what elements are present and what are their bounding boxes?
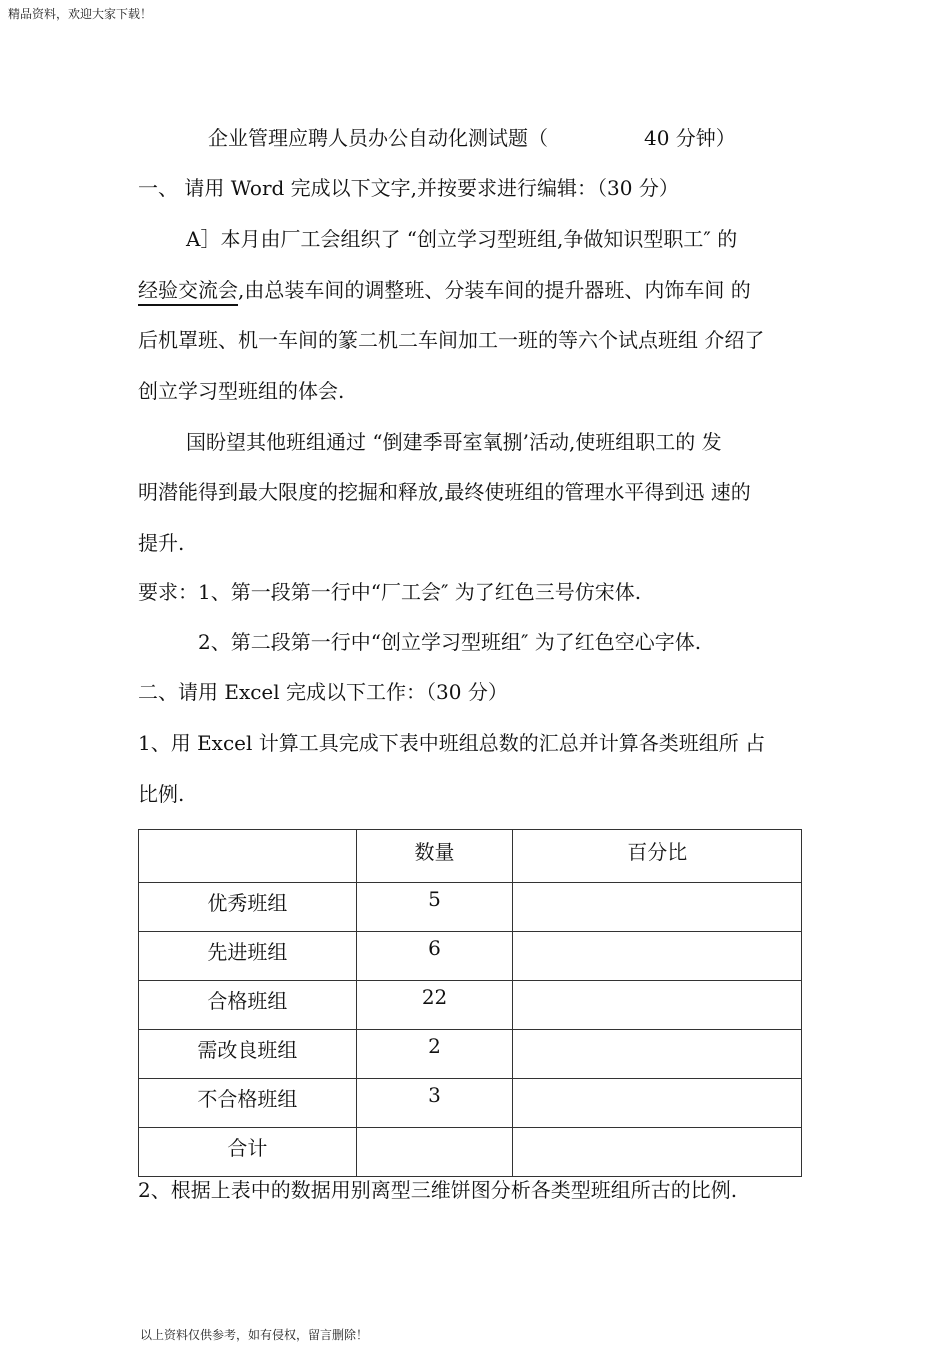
- row-label: 不合格班组: [139, 1079, 357, 1128]
- row-label: 合格班组: [139, 981, 357, 1030]
- table-header-cell: 数量: [356, 830, 513, 883]
- row-count: 6: [356, 932, 513, 981]
- para1-line4: 创立学习型班组的体会.: [138, 379, 345, 403]
- row-count: 2: [356, 1030, 513, 1079]
- para1-line3: 后机罩班、机一车间的篆二机二车间加工一班的等六个试点班组 介绍了: [138, 328, 765, 352]
- title-main: 企业管理应聘人员办公自动化测试题（: [208, 126, 548, 150]
- document-title: [208, 124, 736, 152]
- para1-line1: A］本月由厂工会组织了 “创立学习型班组,争做知识型职工″ 的: [186, 227, 738, 251]
- table-row: [139, 883, 802, 932]
- row-percent: [513, 1128, 802, 1177]
- row-percent: [513, 1079, 802, 1128]
- row-label: 需改良班组: [139, 1030, 357, 1079]
- row-percent: [513, 932, 802, 981]
- table-header-row: [139, 830, 802, 883]
- row-count: 3: [356, 1079, 513, 1128]
- table-row: [139, 981, 802, 1030]
- task2: 2、根据上表中的数据用别离型三维饼图分析各类型班组所古的比例.: [138, 1178, 738, 1202]
- row-percent: [513, 981, 802, 1030]
- row-label: 合计: [139, 1128, 357, 1177]
- table-total-row: [139, 1128, 802, 1177]
- row-count: [356, 1128, 513, 1177]
- task1-line1: 1、用 Excel 计算工具完成下表中班组总数的汇总并计算各类班组所 占: [138, 731, 766, 755]
- para1-line2-rest: ,由总装车间的调整班、分装车间的提升器班、内饰车间 的: [238, 278, 751, 302]
- row-count: 5: [356, 883, 513, 932]
- row-label: 先进班组: [139, 932, 357, 981]
- title-duration: 40 分钟）: [644, 126, 736, 150]
- para2-line1: 国盼望其他班组通过 “倒建季哥室氧捌’活动,使班组职工的 发: [186, 430, 722, 454]
- table-row: [139, 1030, 802, 1079]
- row-percent: [513, 883, 802, 932]
- table-row: [139, 932, 802, 981]
- table-row: [139, 1079, 802, 1128]
- row-count: 22: [356, 981, 513, 1030]
- row-percent: [513, 1030, 802, 1079]
- team-stats-table: [138, 829, 802, 1177]
- para1-line2: [138, 276, 751, 304]
- page-footer-note: 以上资料仅供参考，如有侵权，留言删除！: [140, 1328, 369, 1342]
- page-header-note: 精品资料，欢迎大家下载！: [8, 7, 153, 21]
- table-header-cell: 百分比: [513, 830, 802, 883]
- requirement-1: 要求：1、第一段第一行中“厂工会″ 为了红色三号仿宋体.: [138, 580, 642, 604]
- para2-line3: 提升.: [138, 531, 185, 555]
- para2-line2: 明潜能得到最大限度的挖掘和释放,最终使班组的管理水平得到迅 速的: [138, 480, 751, 504]
- underlined-phrase: 经验交流会: [138, 278, 238, 306]
- task1-line2: 比例.: [138, 782, 185, 806]
- table-header-cell: [139, 830, 357, 883]
- section1-heading: 一、 请用 Word 完成以下文字,并按要求进行编辑：（30 分）: [138, 176, 679, 200]
- section2-heading: 二、请用 Excel 完成以下工作：（30 分）: [138, 680, 508, 704]
- row-label: 优秀班组: [139, 883, 357, 932]
- requirement-2: 2、第二段第一行中“创立学习型班组″ 为了红色空心字体.: [198, 630, 702, 654]
